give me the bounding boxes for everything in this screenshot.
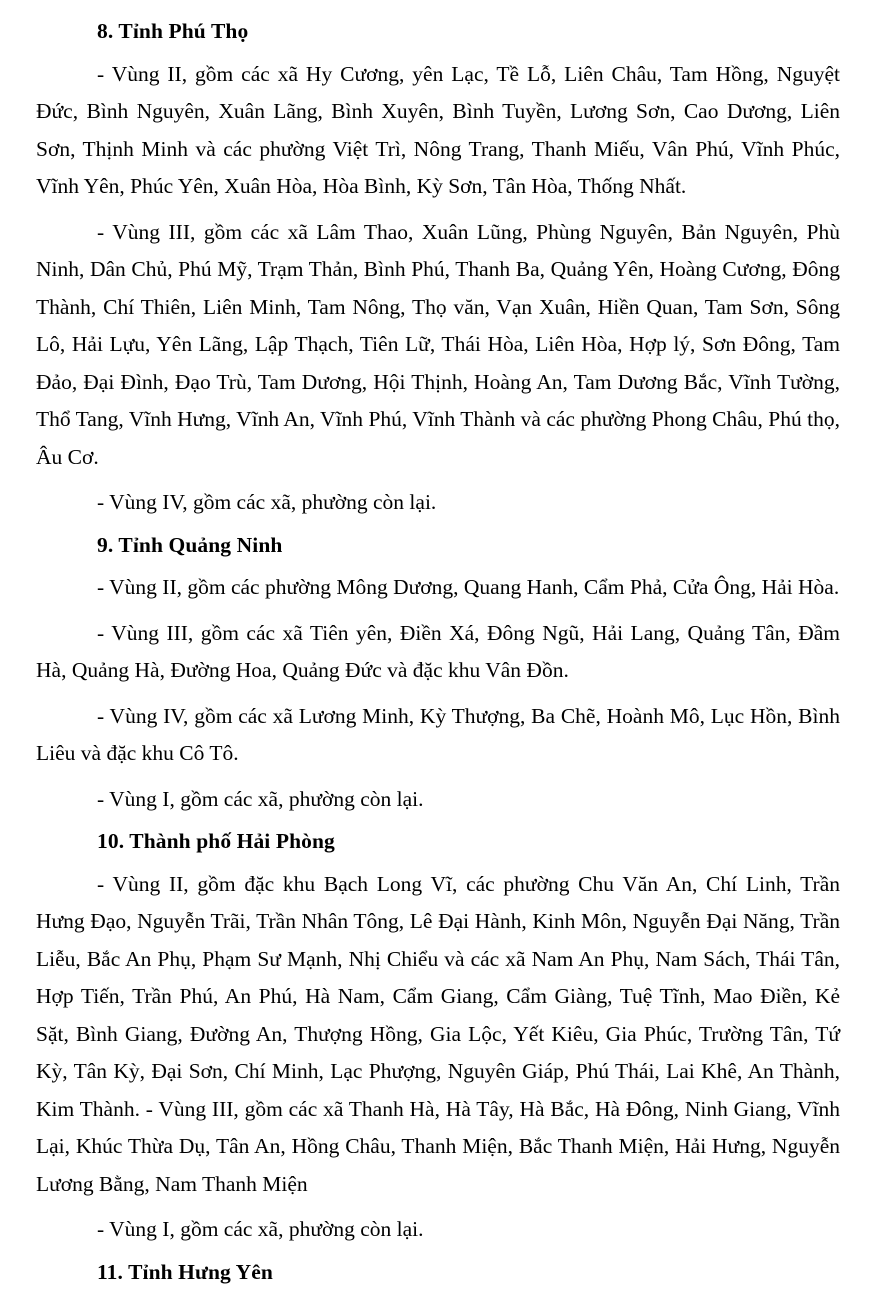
- paragraph-9-3: - Vùng IV, gồm các xã Lương Minh, Kỳ Thượng, Ba Chẽ, Hoành Mô, Lục Hồn, Bình Liêu và đặc khu Cô Tô.: [36, 694, 840, 777]
- section-heading-8: 8. Tỉnh Phú Thọ: [36, 12, 840, 52]
- section-heading-9: 9. Tỉnh Quảng Ninh: [36, 526, 840, 566]
- paragraph-9-4: - Vùng I, gồm các xã, phường còn lại.: [36, 777, 840, 823]
- paragraph-8-1: - Vùng II, gồm các xã Hy Cương, yên Lạc, Tề Lỗ, Liên Châu, Tam Hồng, Nguyệt Đức, Bình Nguyên, Xuân Lãng, Bình Xuyên, Bình Tuyền, Lương Sơn, Cao Dương, Liên Sơn, Thịnh Minh và các phường Việt Trì, Nông Trang, Thanh Miếu, Vân Phú, Vĩnh Phúc, Vĩnh Yên, Phúc Yên, Xuân Hòa, Hòa Bình, Kỳ Sơn, Tân Hòa, Thống Nhất.: [36, 52, 840, 210]
- paragraph-10-1: - Vùng II, gồm đặc khu Bạch Long Vĩ, các phường Chu Văn An, Chí Linh, Trần Hưng Đạo, Nguyễn Trãi, Trần Nhân Tông, Lê Đại Hành, Kinh Môn, Nguyễn Đại Năng, Trần Liễu, Bắc An Phụ, Phạm Sư Mạnh, Nhị Chiểu và các xã Nam An Phụ, Nam Sách, Thái Tân, Hợp Tiến, Trần Phú, An Phú, Hà Nam, Cẩm Giang, Cẩm Giàng, Tuệ Tĩnh, Mao Điền, Kẻ Sặt, Bình Giang, Đường An, Thượng Hồng, Gia Lộc, Yết Kiêu, Gia Phúc, Trường Tân, Tứ Kỳ, Tân Kỳ, Đại Sơn, Chí Minh, Lạc Phượng, Nguyên Giáp, Phú Thái, Lai Khê, An Thành, Kim Thành. - Vùng III, gồm các xã Thanh Hà, Hà Tây, Hà Bắc, Hà Đông, Ninh Giang, Vĩnh Lại, Khúc Thừa Dụ, Tân An, Hồng Châu, Thanh Miện, Bắc Thanh Miện, Hải Hưng, Nguyễn Lương Bằng, Nam Thanh Miện: [36, 862, 840, 1208]
- paragraph-8-3: - Vùng IV, gồm các xã, phường còn lại.: [36, 480, 840, 526]
- paragraph-9-2: - Vùng III, gồm các xã Tiên yên, Điền Xá, Đông Ngũ, Hải Lang, Quảng Tân, Đầm Hà, Quảng Hà, Đường Hoa, Quảng Đức và đặc khu Vân Đồn.: [36, 611, 840, 694]
- section-heading-11: 11. Tỉnh Hưng Yên: [36, 1253, 840, 1292]
- paragraph-10-2: - Vùng I, gồm các xã, phường còn lại.: [36, 1207, 840, 1253]
- paragraph-9-1: - Vùng II, gồm các phường Mông Dương, Quang Hanh, Cẩm Phả, Cửa Ông, Hải Hòa.: [36, 565, 840, 611]
- section-heading-10: 10. Thành phố Hải Phòng: [36, 822, 840, 862]
- paragraph-8-2: - Vùng III, gồm các xã Lâm Thao, Xuân Lũng, Phùng Nguyên, Bản Nguyên, Phù Ninh, Dân Chủ, Phú Mỹ, Trạm Thản, Bình Phú, Thanh Ba, Quảng Yên, Hoàng Cương, Đông Thành, Chí Thiên, Liên Minh, Tam Nông, Thọ văn, Vạn Xuân, Hiền Quan, Tam Sơn, Sông Lô, Hải Lựu, Yên Lãng, Lập Thạch, Tiên Lữ, Thái Hòa, Liên Hòa, Hợp lý, Sơn Đông, Tam Đảo, Đại Đình, Đạo Trù, Tam Dương, Hội Thịnh, Hoàng An, Tam Dương Bắc, Vĩnh Tường, Thổ Tang, Vĩnh Hưng, Vĩnh An, Vĩnh Phú, Vĩnh Thành và các phường Phong Châu, Phú thọ, Âu Cơ.: [36, 210, 840, 481]
